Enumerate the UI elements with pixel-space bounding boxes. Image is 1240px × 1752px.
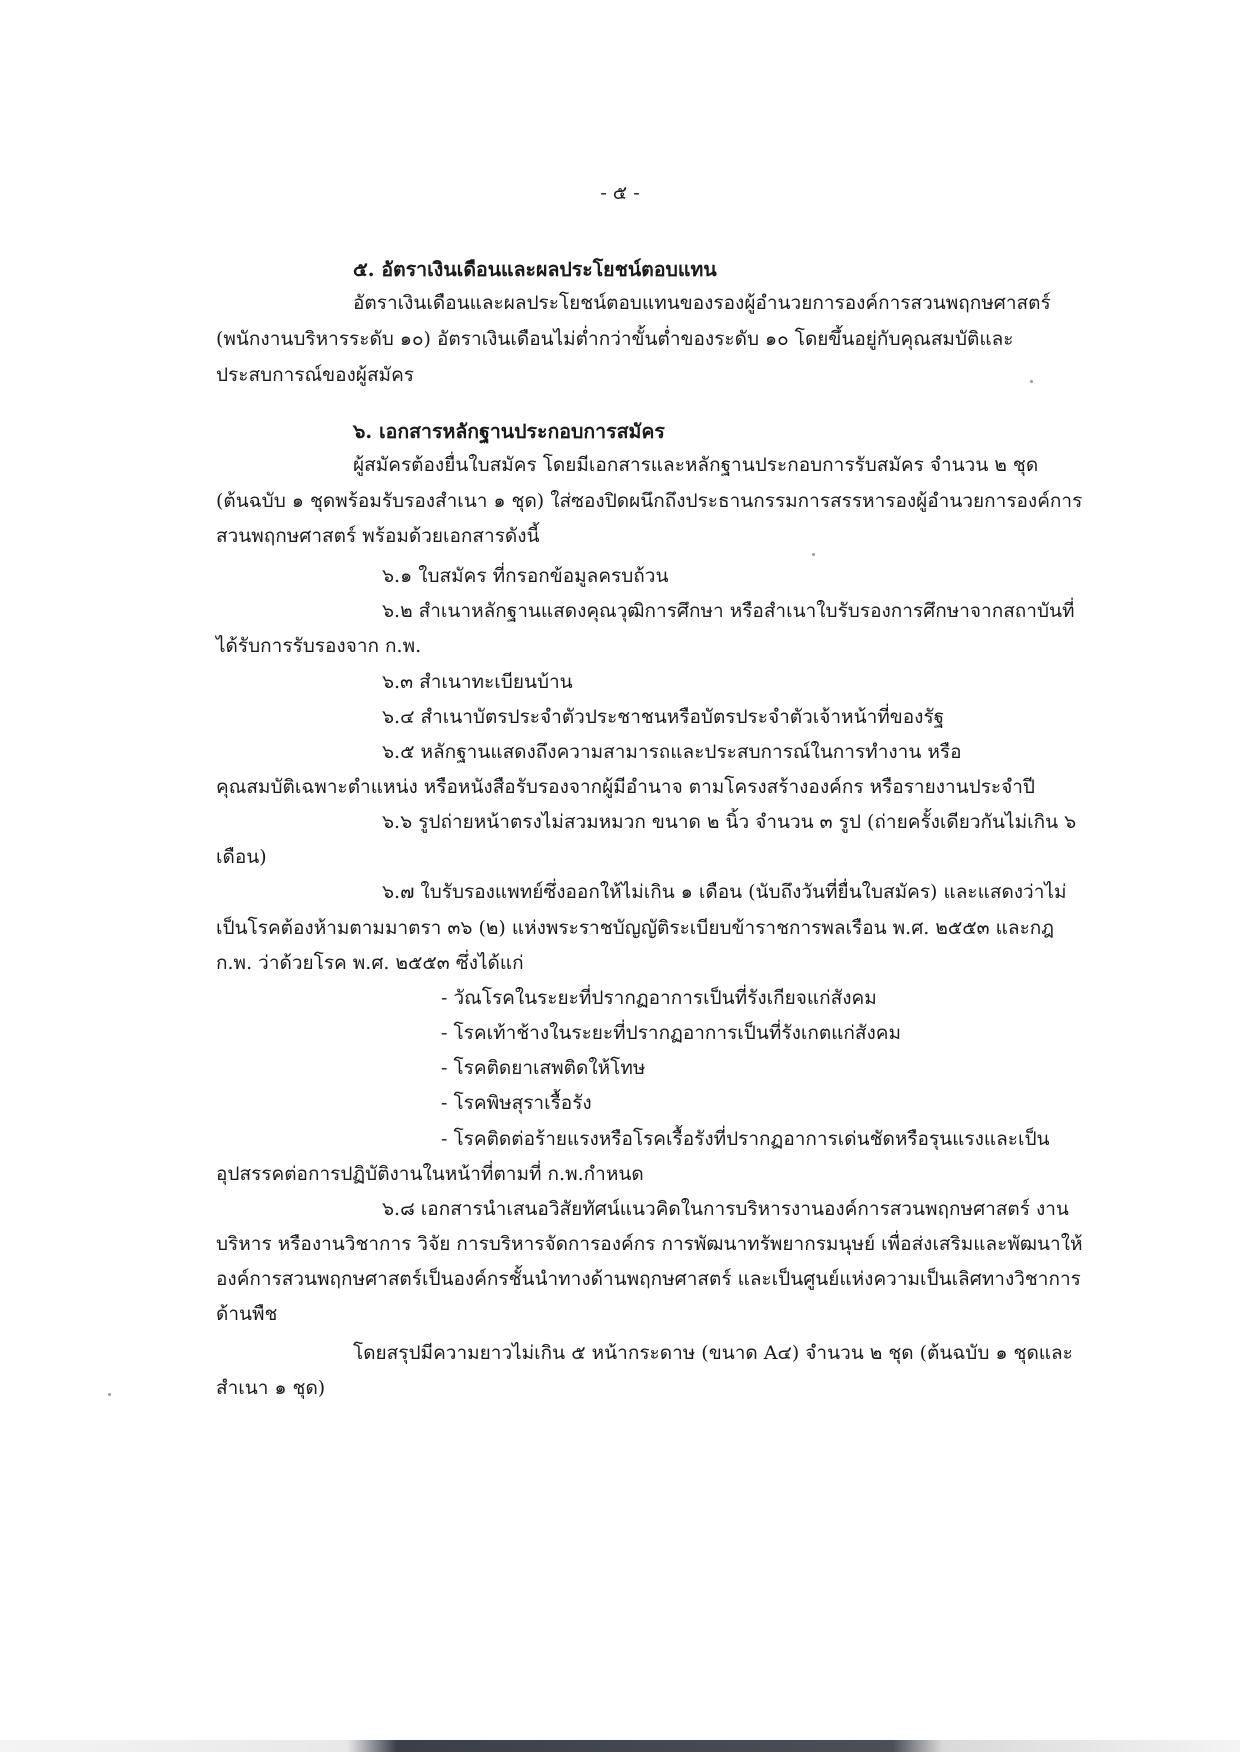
paragraph-line: สวนพฤกษศาสตร์ พร้อมด้วยเอกสารดังนี้ bbox=[216, 525, 540, 547]
list-item-6-3: ๖.๓ สำเนาทะเบียนบ้าน bbox=[382, 671, 573, 693]
scan-speck bbox=[812, 553, 815, 556]
list-item-continuation: บริหาร หรืองานวิชาการ วิจัย การบริหารจัดการองค์กร การพัฒนาทรัพยากรมนุษย์ เพื่อส่งเสริมและพัฒนาให้ bbox=[216, 1233, 1083, 1255]
list-item-continuation: ได้รับการรับรองจาก ก.พ. bbox=[216, 635, 422, 657]
list-item-6-7: ๖.๗ ใบรับรองแพทย์ซึ่งออกให้ไม่เกิน ๑ เดือน (นับถึงวันที่ยื่นใบสมัคร) และแสดงว่าไม่ bbox=[382, 881, 1067, 903]
disease-item: - โรคติดยาเสพติดให้โทษ bbox=[441, 1057, 646, 1079]
paragraph-line: อัตราเงินเดือนและผลประโยชน์ตอบแทนของรองผู้อำนวยการองค์การสวนพฤกษศาสตร์ bbox=[353, 292, 1051, 314]
paragraph-line: (พนักงานบริหารระดับ ๑๐) อัตราเงินเดือนไม่ต่ำกว่าขั้นต่ำของระดับ ๑๐ โดยขึ้นอยู่กับคุณสมบัติและ bbox=[216, 328, 1014, 350]
paragraph-line: ผู้สมัครต้องยื่นใบสมัคร โดยมีเอกสารและหลักฐานประกอบการรับสมัคร จำนวน ๒ ชุด bbox=[353, 454, 1039, 476]
disease-item: - โรคติดต่อร้ายแรงหรือโรคเรื้อรังที่ปรากฏอาการเด่นชัดหรือรุนแรงและเป็น bbox=[441, 1128, 1050, 1150]
scan-speck bbox=[108, 1393, 111, 1396]
list-item-6-1: ๖.๑ ใบสมัคร ที่กรอกข้อมูลครบถ้วน bbox=[382, 565, 669, 587]
list-item-6-8: ๖.๘ เอกสารนำเสนอวิสัยทัศน์แนวคิดในการบริหารงานองค์การสวนพฤกษศาสตร์ งาน bbox=[382, 1198, 1069, 1220]
list-item-6-2: ๖.๒ สำเนาหลักฐานแสดงคุณวุฒิการศึกษา หรือสำเนาใบรับรองการศึกษาจากสถาบันที่ bbox=[382, 600, 1075, 622]
scan-bottom-edge bbox=[0, 1740, 1240, 1752]
list-item-continuation: เดือน) bbox=[216, 846, 267, 868]
section-5-heading: ๕. อัตราเงินเดือนและผลประโยชน์ตอบแทน bbox=[353, 258, 717, 281]
disease-item: - วัณโรคในระยะที่ปรากฏอาการเป็นที่รังเกียจแก่สังคม bbox=[441, 987, 877, 1009]
summary-line: โดยสรุปมีความยาวไม่เกิน ๕ หน้ากระดาษ (ขนาด A๔) จำนวน ๒ ชุด (ต้นฉบับ ๑ ชุดและ bbox=[353, 1342, 1073, 1364]
page-number: - ๕ - bbox=[600, 182, 640, 204]
list-item-continuation: ด้านพืช bbox=[216, 1303, 278, 1325]
section-6-heading: ๖. เอกสารหลักฐานประกอบการสมัคร bbox=[353, 420, 665, 443]
list-item-6-4: ๖.๔ สำเนาบัตรประจำตัวประชาชนหรือบัตรประจำตัวเจ้าหน้าที่ของรัฐ bbox=[382, 706, 945, 728]
list-item-continuation: อุปสรรคต่อการปฏิบัติงานในหน้าที่ตามที่ ก.พ.กำหนด bbox=[216, 1163, 644, 1185]
paragraph-line: (ต้นฉบับ ๑ ชุดพร้อมรับรองสำเนา ๑ ชุด) ใส่ซองปิดผนึกถึงประธานกรรมการสรรหารองผู้อำนวยการองค์การ bbox=[216, 490, 1083, 512]
list-item-continuation: คุณสมบัติเฉพาะตำแหน่ง หรือหนังสือรับรองจากผู้มีอำนาจ ตามโครงสร้างองค์กร หรือรายงานประจำปี bbox=[216, 776, 1035, 798]
list-item-continuation: เป็นโรคต้องห้ามตามมาตรา ๓๖ (๒) แห่งพระราชบัญญัติระเบียบข้าราชการพลเรือน พ.ศ. ๒๕๕๓ และกฎ bbox=[216, 917, 1055, 939]
list-item-continuation: องค์การสวนพฤกษศาสตร์เป็นองค์กรชั้นนำทางด้านพฤกษศาสตร์ และเป็นศูนย์แห่งความเป็นเลิศทางวิชาการ bbox=[216, 1268, 1081, 1290]
summary-line: สำเนา ๑ ชุด) bbox=[216, 1377, 326, 1399]
disease-item: - โรคพิษสุราเรื้อรัง bbox=[441, 1092, 592, 1114]
list-item-continuation: ก.พ. ว่าด้วยโรค พ.ศ. ๒๕๕๓ ซึ่งได้แก่ bbox=[216, 952, 524, 974]
list-item-6-6: ๖.๖ รูปถ่ายหน้าตรงไม่สวมหมวก ขนาด ๒ นิ้ว จำนวน ๓ รูป (ถ่ายครั้งเดียวกันไม่เกิน ๖ bbox=[382, 811, 1077, 833]
scan-speck bbox=[1030, 380, 1033, 383]
paragraph-line: ประสบการณ์ของผู้สมัคร bbox=[216, 364, 414, 386]
disease-item: - โรคเท้าช้างในระยะที่ปรากฏอาการเป็นที่รังเกตแก่สังคม bbox=[441, 1022, 902, 1044]
list-item-6-5: ๖.๕ หลักฐานแสดงถึงความสามารถและประสบการณ์ในการทำงาน หรือ bbox=[382, 741, 962, 763]
